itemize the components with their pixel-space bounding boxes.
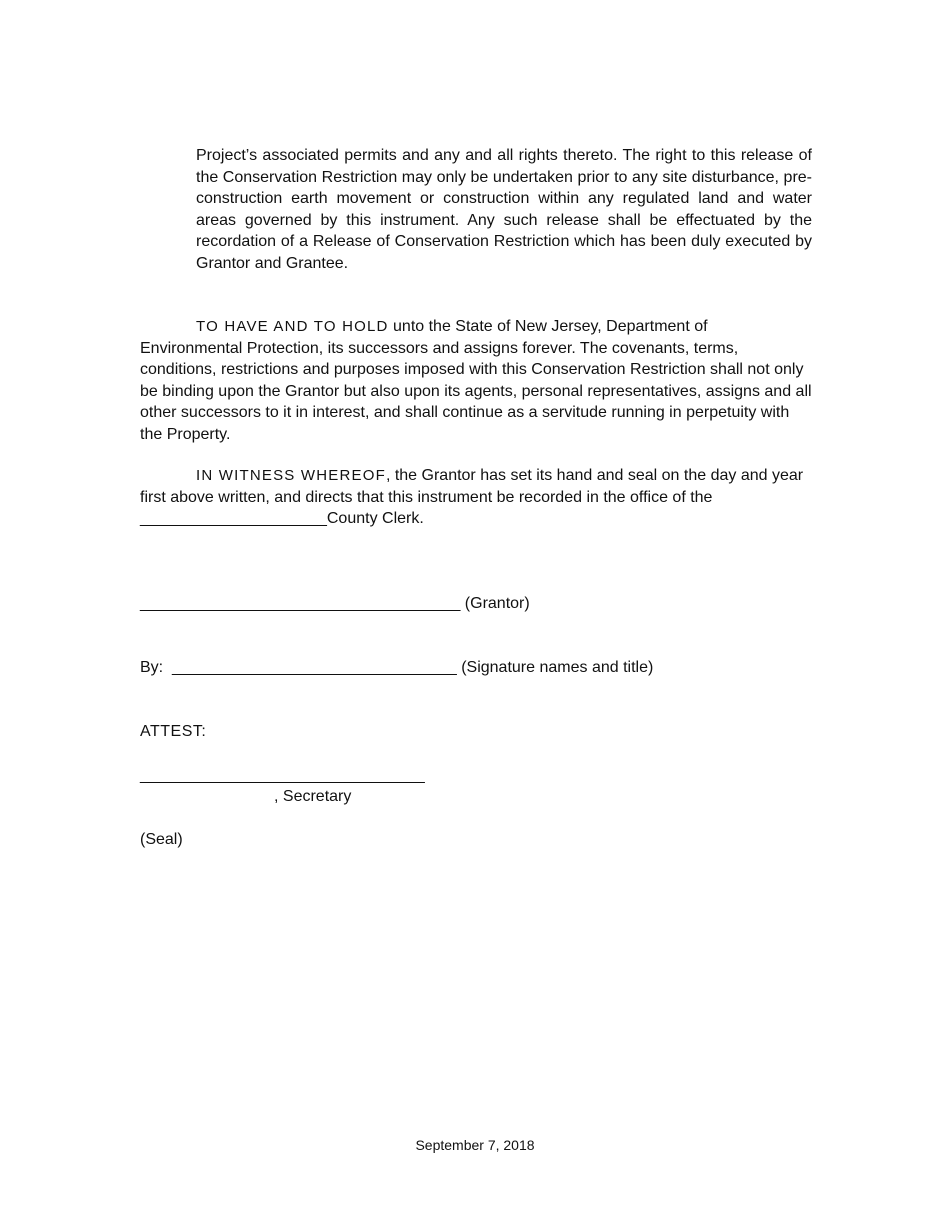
witness-text: , the Grantor has set its hand and seal on the day and year first above written, and directs that this instrument be recorded in the office of the _____________________County Clerk.: [140, 467, 804, 528]
witness-lead: IN WITNESS WHEREOF: [196, 467, 386, 484]
footer-date: September 7, 2018: [415, 1137, 535, 1153]
habendum-text: unto the State of New Jersey, Department of Environmental Protection, its successors and assigns forever. The covenants, terms, conditions, restrictions and purposes imposed with this Conservation Restriction shall not only be binding upon the Grantor but also upon its agents, personal representatives, assigns and all other successors to it in interest, and shall continue as a servitude running in perpetuity with the Property.: [140, 318, 812, 443]
secretary-label: , Secretary: [274, 788, 352, 805]
attest-label: ATTEST:: [140, 723, 207, 740]
grantor-signature-line: ____________________________________ (Grantor): [140, 595, 530, 612]
seal-label: (Seal): [140, 831, 183, 848]
attest-signature-line: ________________________________: [140, 767, 425, 784]
habendum-lead: TO HAVE AND TO HOLD: [196, 318, 389, 335]
witness-paragraph: [140, 465, 812, 530]
habendum-paragraph: [140, 316, 812, 446]
by-signature-line: By: ________________________________ (Signature names and title): [140, 659, 654, 676]
continuation-paragraph: Project’s associated permits and any and all rights thereto. The right to this release of the Conservation Restriction may only be undertaken prior to any site disturbance, pre-construction earth movement or construction within any regulated land and water areas governed by this instrument. Any such release shall be effectuated by the recordation of a Release of Conservation Restriction which has been duly executed by Grantor and Grantee.: [196, 147, 812, 272]
